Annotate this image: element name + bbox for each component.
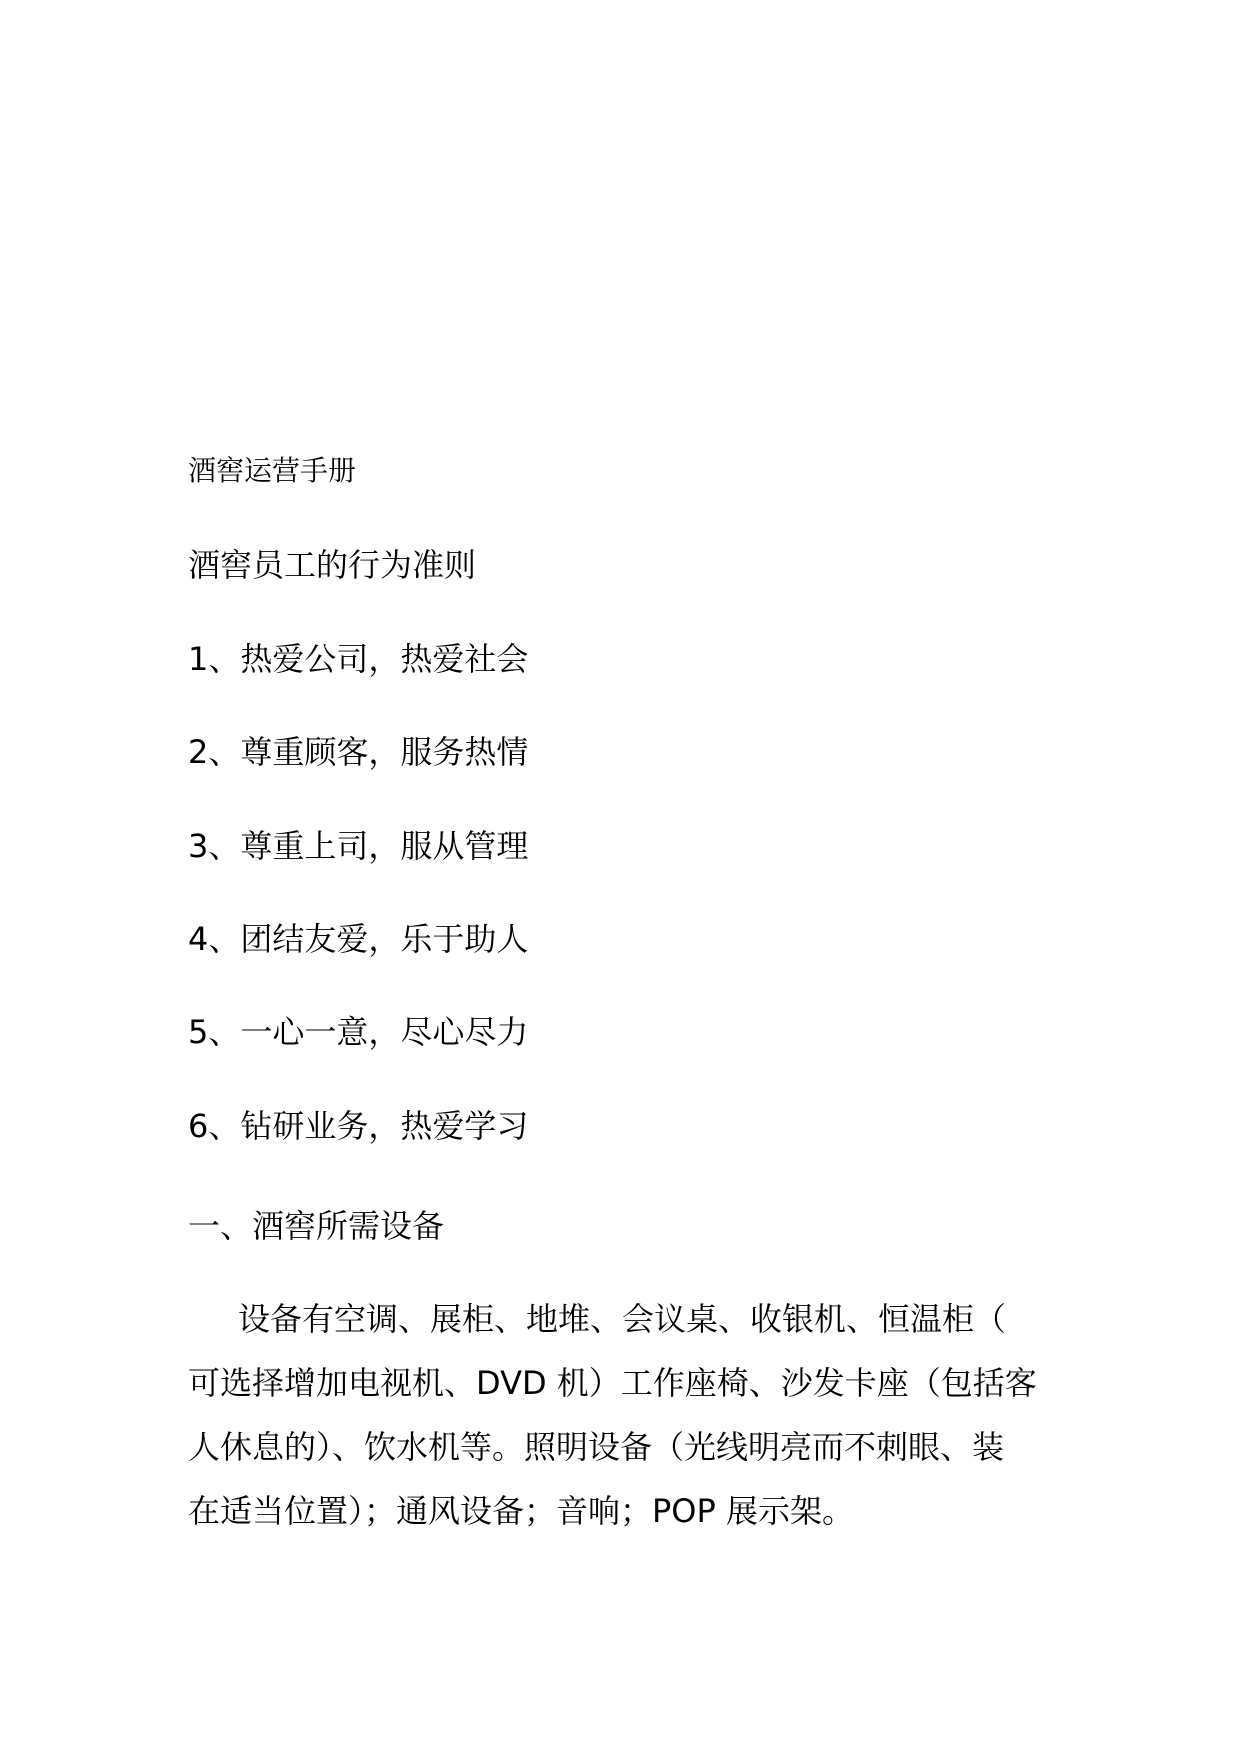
rule-item-2: 2、尊重顾客，服务热情 [188, 733, 529, 771]
paragraph-line: 设备有空调、展柜、地堆、会议桌、收银机、恒温柜（ [238, 1300, 1007, 1338]
conduct-heading: 酒窖员工的行为准则 [188, 546, 477, 584]
rule-item-5: 5、一心一意，尽心尽力 [188, 1013, 529, 1051]
equipment-paragraph [188, 1300, 1068, 1556]
paragraph-line: 人休息的）、饮水机等。照明设备（光线明亮而不刺眼、装 [188, 1428, 1005, 1466]
rule-item-3: 3、尊重上司，服从管理 [188, 827, 529, 865]
paragraph-line: 在适当位置）；通风设备；音响；POP 展示架。 [188, 1492, 854, 1530]
paragraph-line: 可选择增加电视机、DVD 机）工作座椅、沙发卡座（包括客 [188, 1364, 1037, 1402]
section-title-equipment: 一、酒窖所需设备 [188, 1207, 445, 1245]
rule-item-4: 4、团结友爱，乐于助人 [188, 920, 529, 958]
document-title: 酒窖运营手册 [188, 454, 357, 487]
rule-item-1: 1、热爱公司，热爱社会 [188, 640, 529, 678]
rule-item-6: 6、钻研业务，热爱学习 [188, 1107, 529, 1145]
